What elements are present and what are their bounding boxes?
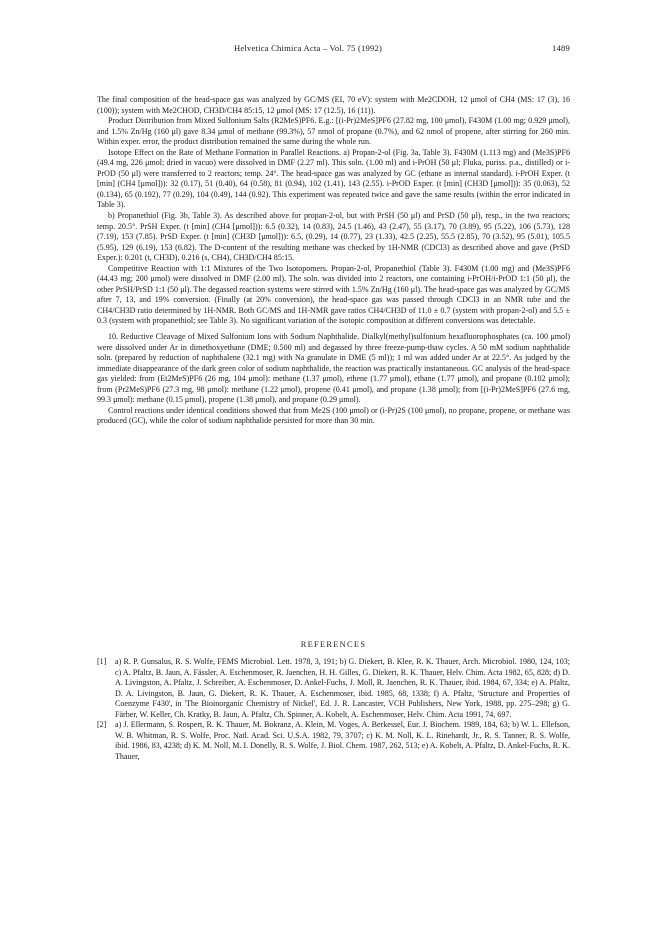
- paragraph-competitive-reaction: Competitive Reaction with 1:1 Mixtures of the Two Isotopomers. Propan-2-ol, Propanethiol (Table 3). F430M (1.00 mg) and (Me3S)PF6 (44.43 mg; 200 μmol) were dissolved in DMF (2.00 ml). The soln. was divided into 2 reactors, one containing i-PrOH/i-PrOD 1:1 (50 μl), the other PrSH/PrSD 1:1 (50 μl). The degassed reaction systems were stirred with 1.5% Zn/Hg (160 μl). The head-space gas was analyzed by GC/MS after 7, 13, and 19% conversion. (Finally (at 20% conversion), the head-space gas was passed through CDCl3 in an NMR tube and the CH4/CH3D ratio determined by 1H-NMR. Both GC/MS and 1H-NMR gave ratios CH4/CH3D of 11.0 ± 0.7 (system with propan-2-ol) and 5.5 ± 0.3 (system with propanethiol; see Table 3). No significant variation of the isotopic composition at different conversions was detectable.: [97, 263, 570, 326]
- reference-text: a) R. P. Gunsalus, R. S. Wolfe, FEMS Microbiol. Lett. 1978, 3, 191; b) G. Diekert, B. Klee, R. K. Thauer, Arch. Microbiol. 1980, 124, 103; c) A. Pfaltz, B. Jaun, A. Fässler, A. Eschenmoser, R. Jaenchen, H. H. Gilles, G. Diekert, R. K. Thauer, Helv. Chim. Acta 1982, 65, 828; d) D. A. Livingston, A. Pfaltz, J. Schreiber, A. Eschenmoser, D. Ankel-Fuchs, J. Moll, R. Jaenchen, R. K. Thauer, ibid. 1984, 67, 334; e) A. Pfaltz, D. A. Livingston, B. Jaun, G. Diekert, R. K. Thauer, A. Eschenmoser, ibid. 1985, 68, 1338; f) A. Pfaltz, 'Structure and Properties of Coenzyme F430', in 'The Bioinorganic Chemistry of Nickel', Ed. J. R. Lancaster, VCH Publishers, New York, 1988, pp. 275–298; g) G. Färber, W. Keller, Ch. Kratky, B. Jaun, A. Pfaltz, Ch. Spinner, A. Kobelt, A. Eschenmoser, Helv. Chim. Acta 1991, 74, 697.: [115, 657, 570, 719]
- paragraph-reductive-cleavage: 10. Reductive Cleavage of Mixed Sulfonium Ions with Sodium Naphthalide. Dialkyl(methyl)sulfonium hexafluorophosphates (ca. 100 μmol) were dissolved under Ar in dimethoxyethane (DME; 0.500 ml) and degassed by three freeze-pump-thaw cycles. A 50 mM sodium naphthalide soln. (prepared by reduction of naphthalene (32.1 mg) with Na granulate in DME (5 ml)); 1 ml was added under Ar at 22.5°. As judged by the immediate disappearance of the dark green color of sodium naphthalide, the reaction was practically instantaneous. GC analysis of the head-space gas yielded: from (Et2MeS)PF6 (26 mg, 104 μmol): methane (1.37 μmol), ethene (1.77 μmol), ethane (1.77 μmol), and propane (0.102 μmol); from (Pr2MeS)PF6 (27.3 mg, 98 μmol): methane (1.22 μmol), propene (0.41 μmol), and propane (1.38 μmol); from [(i-Pr)2MeS]PF6 (27.6 mg, 99.3 μmol): methane (0.15 μmol), propene (1.38 μmol), and propane (0.29 μmol).: [97, 332, 570, 405]
- experimental-section: [97, 95, 570, 427]
- references-heading: REFERENCES: [300, 640, 367, 649]
- reference-text: a) J. Ellermann, S. Rospert, R. K. Thauer, M. Bokranz, A. Klein, M. Voges, A. Berkessel, Eur. J. Biochem. 1989, 184, 63; b) W. L. Ellefson, W. B. Whitman, R. S. Wolfe, Proc. Natl. Acad. Sci. U.S.A. 1982, 79, 3707; c) K. M. Noll, K. L. Rinehardt, Jr., R. S. Tanner, R. S. Wolfe, ibid. 1986, 83, 4238; d) K. M. Noll, M. I. Donelly, R. S. Wolfe, J. Biol. Chem. 1987, 262, 513; e) A. Kobelt, A. Pfaltz, D. Ankel-Fuchs, R. K. Thauer,: [115, 720, 570, 761]
- reference-item: [97, 720, 570, 762]
- paragraph-control-reactions: Control reactions under identical conditions showed that from Me2S (100 μmol) or (i-Pr)2S (100 μmol), no propane, propene, or methane was produced (GC), while the color of sodium naphthalide persisted for more than 30 min.: [97, 405, 570, 426]
- journal-title: Helvetica Chimica Acta – Vol. 75 (1992): [234, 43, 383, 53]
- paragraph-isotope-effect-propanol: Isotope Effect on the Rate of Methane Formation in Parallel Reactions. a) Propan-2-ol (Fig. 3a, Table 3). F430M (1.113 mg) and (Me3S)PF6 (49.4 mg, 226 μmol; dried in vacuo) were dissolved in DMF (2.27 ml). This soln. (1.00 ml) and i-PrOH (50 μl; Fluka, puriss. p.a., distilled) or i-PrOD (50 μl) were transferred to 2 reactors; temp. 24°. The head-space gas was analyzed by GC (ethane as internal standard). i-PrOH Exper. (t [min] (CH4 [μmol])): 32 (0.17), 51 (0.40), 64 (0.58), 81 (0.94), 102 (1.41), 143 (2.55). i-PrOD Exper. (t [min] (CH3D [μmol])): 35 (0.063), 52 (0.134), 65 (0.192), 77 (0.29), 104 (0.49), 144 (0.92). This experiment was repeated twice and gave the same results (within the error indicated in Table 3).: [97, 147, 570, 210]
- reference-item: [97, 657, 570, 720]
- reference-number: [2]: [97, 720, 107, 730]
- reference-number: [1]: [97, 657, 107, 666]
- paragraph-gcms-composition: The final composition of the head-space gas was analyzed by GC/MS (EI, 70 eV): system with Me2CDOH, 12 μmol of CH4 (MS: 17 (3), 16 (100)); system with Me2CHOD, CH3D/CH4 85:15, 12 μmol (MS: 17 (12.5), 16 (11)).: [97, 95, 570, 115]
- references-list: [97, 657, 570, 762]
- page-number: 1489: [552, 43, 570, 53]
- paragraph-propanethiol: b) Propanethiol (Fig. 3b, Table 3). As described above for propan-2-ol, but with PrSH (50 μl) and PrSD (50 μl), resp., in the two reactors; temp. 20.5°. PrSH Exper. (t [min] (CH4 [μmol])): 6.5 (0.32), 14 (0.83), 24.5 (1.46), 43 (2.47), 55 (3.17), 70 (3.89), 95 (5.22), 106 (5.73), 128 (7.19), 153 (7.85). PrSD Exper. (t [min] (CH3D [μmol])): 6.5, (0.29), 14 (0.77), 23 (1.33), 42.5 (2.25), 55.5 (2.85), 70 (3.52), 95 (5.01), 105.5 (5.95), 129 (6.19), 153 (6.82). The D-content of the resulting methane was checked by 1H-NMR (CDCl3) as described above and gave (PrSD Exper.): 0.201 (t, CH3D), 0.216 (s, CH4), CH3D/CH4 85:15.: [97, 211, 570, 263]
- paragraph-product-distribution: Product Distribution from Mixed Sulfonium Salts (R2MeS)PF6. E.g.: [(i-Pr)2MeS]PF6 (27.82 mg, 100 μmol), F430M (1.00 mg; 0.929 μmol), and 1.5% Zn/Hg (160 μl) gave 8.34 μmol of methane (99.3%), 57 nmol of propane (0.7%), and 62 nmol of propene, after stirring for 260 min. Within exper. error, the product distribution remained the same during the whole run.: [97, 116, 570, 147]
